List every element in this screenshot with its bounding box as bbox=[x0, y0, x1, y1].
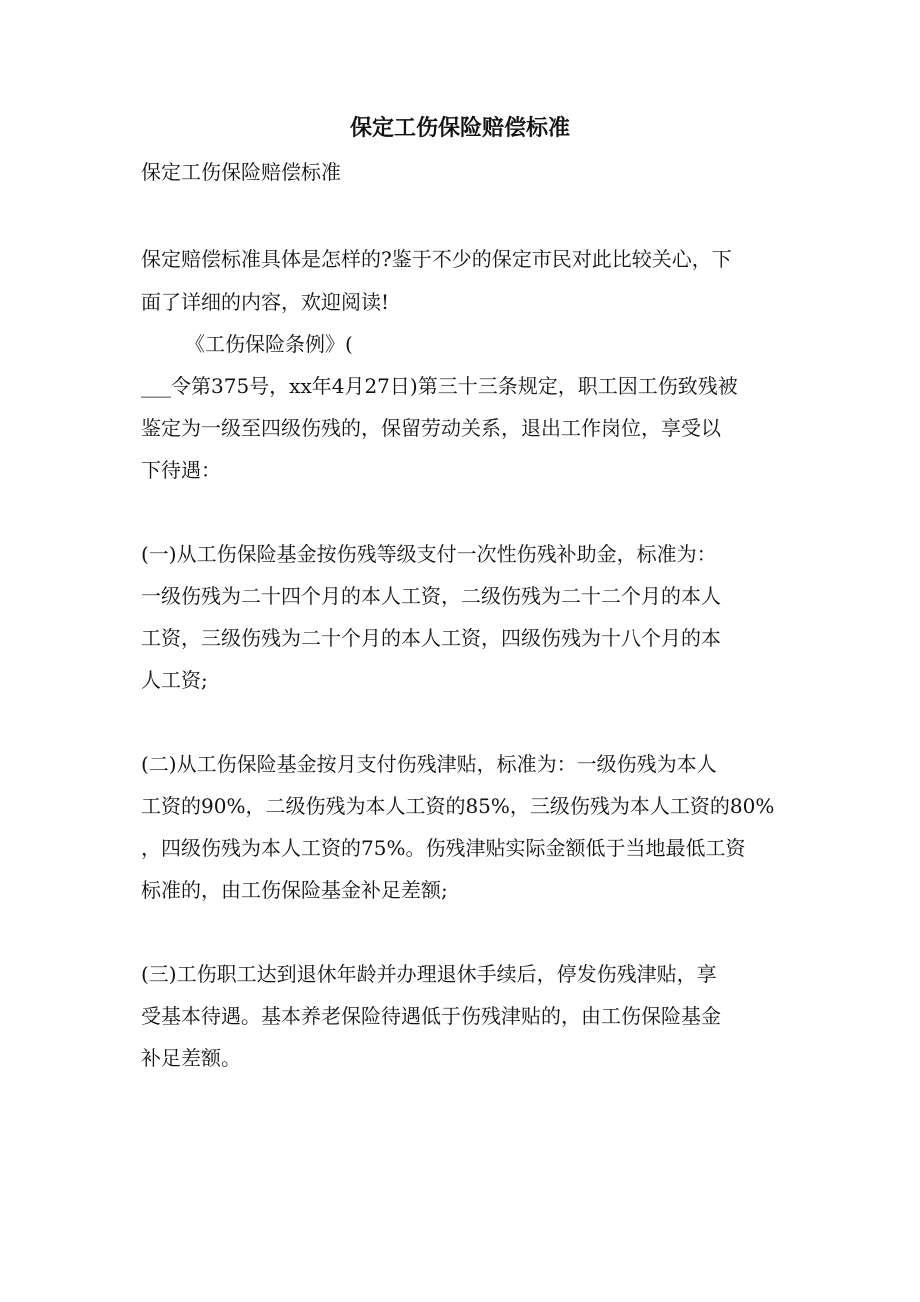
item-two-line-2: 工资的90%，二级伤残为本人工资的85%，三级伤残为本人工资的80% bbox=[141, 794, 775, 818]
regulation-line-2: ___令第375号，xx年4月27日)第三十三条规定，职工因工伤致残被 bbox=[141, 374, 738, 398]
item-two-line-3: ，四级伤残为本人工资的75%。伤残津贴实际金额低于当地最低工资 bbox=[141, 836, 746, 860]
intro-line-2: 面了详细的内容，欢迎阅读! bbox=[141, 290, 390, 314]
item-one-line-1: (一)从工伤保险基金按伤残等级支付一次性伤残补助金，标准为： bbox=[141, 542, 717, 566]
item-one-line-2: 一级伤残为二十四个月的本人工资，二级伤残为二十二个月的本人 bbox=[141, 584, 721, 608]
intro-line-1: 保定赔偿标准具体是怎样的?鉴于不少的保定市民对此比较关心，下 bbox=[141, 247, 732, 271]
regulation-line-1: 《工伤保险条例》( bbox=[185, 332, 353, 356]
regulation-line-4: 下待遇： bbox=[141, 458, 221, 482]
document-title: 保定工伤保险赔偿标准 bbox=[349, 115, 570, 141]
item-two-line-1: (二)从工伤保险基金按月支付伤残津贴，标准为：一级伤残为本人 bbox=[141, 752, 717, 776]
item-one-line-3: 工资，三级伤残为二十个月的本人工资，四级伤残为十八个月的本 bbox=[141, 626, 721, 650]
item-three-line-1: (三)工伤职工达到退休年龄并办理退休手续后，停发伤残津贴，享 bbox=[141, 962, 717, 986]
regulation-line-3: 鉴定为一级至四级伤残的，保留劳动关系，退出工作岗位，享受以 bbox=[141, 416, 721, 440]
subtitle-line: 保定工伤保险赔偿标准 bbox=[141, 160, 341, 184]
item-two-line-4: 标准的，由工伤保险基金补足差额; bbox=[141, 878, 448, 902]
item-one-line-4: 人工资; bbox=[141, 668, 208, 692]
item-three-line-2: 受基本待遇。基本养老保险待遇低于伤残津贴的，由工伤保险基金 bbox=[141, 1004, 721, 1028]
item-three-line-3: 补足差额。 bbox=[141, 1046, 241, 1070]
